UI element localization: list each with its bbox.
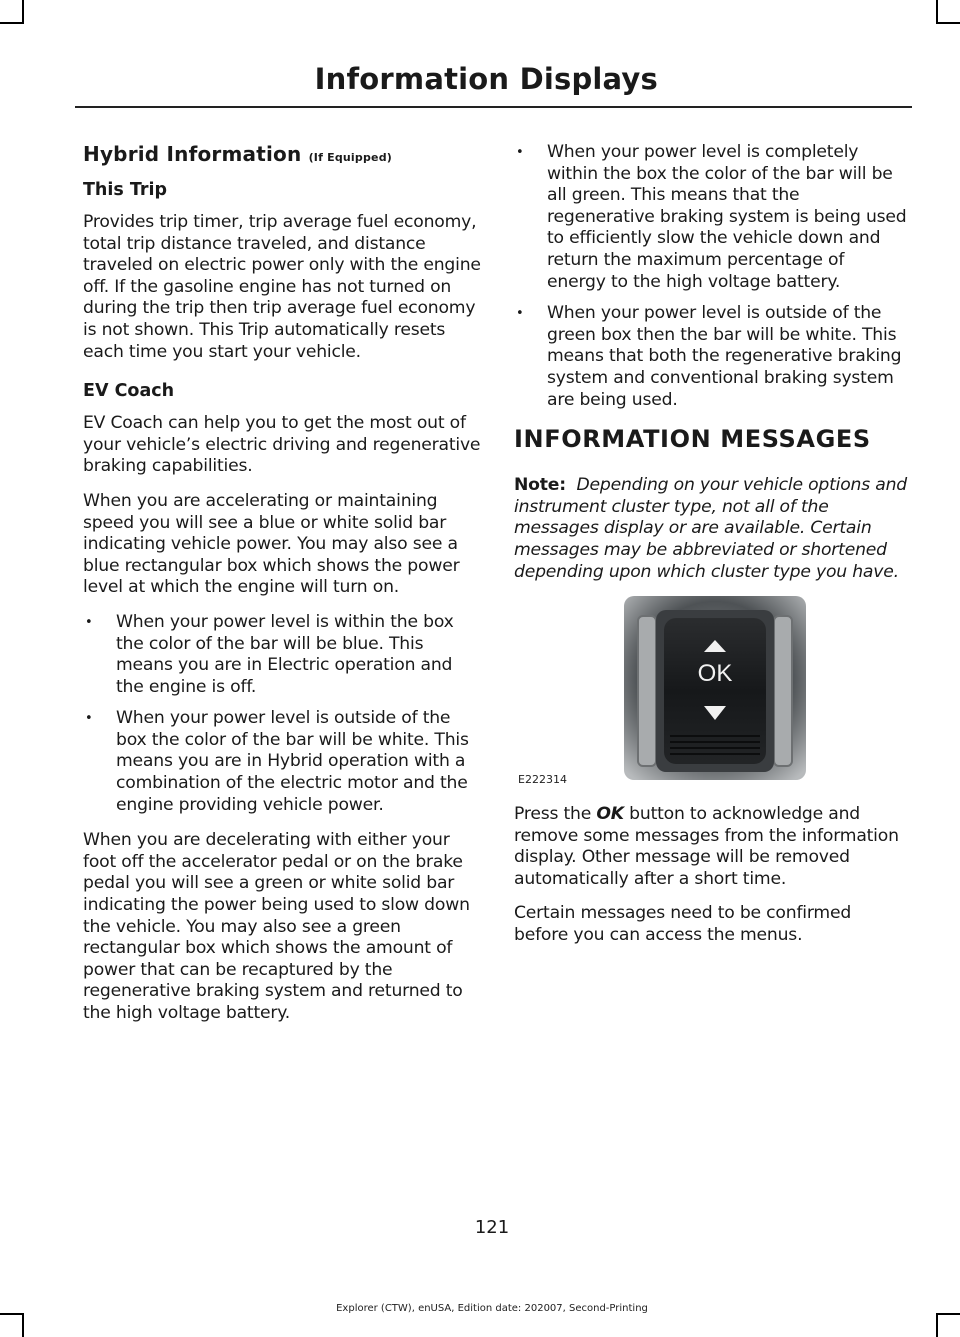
hybrid-info-heading: Hybrid Information (If Equipped) [83,142,393,166]
ev-coach-paragraph: EV Coach can help you to get the most out of your vehicle’s electric driving and regenerative braking capabilities. [83,413,481,477]
crop-mark [936,0,938,24]
crop-mark [22,1313,24,1337]
page-number: 121 [474,1217,510,1238]
accelerating-bullets [83,612,481,816]
list-item: • When your power level is within the box the color of the bar will be blue. This means you are in Electric operation and the engine is off. [83,612,481,698]
crop-mark [938,22,960,24]
this-trip-paragraph: Provides trip timer, trip average fuel economy, total trip distance traveled, and distance traveled on electric power only with the engine off. If the gasoline engine has not turned on during the trip then trip average fuel economy is not shown. This Trip automatically resets each time you start your vehicle. [83,212,481,362]
note-label: Note: [514,475,566,496]
note-text: Depending on your vehicle options and instrument cluster type, not all of the messages display or are available. Certain messages may be abbreviated or shortened depending upon which cluster type you have. [514,475,907,582]
note-paragraph [514,475,908,583]
accelerating-paragraph: When you are accelerating or maintaining speed you will see a blue or white solid bar indicating vehicle power. You may also see a blue rectangular box which shows the power level at which the engine will turn on. [83,490,460,598]
ok-label: OK [697,660,733,688]
steering-wheel-ok-switch-image [624,596,806,780]
list-item: • When your power level is outside of the box the color of the bar will be white. This means you are in Hybrid operation with a combination of the electric motor and the engine providing vehicle power. [83,708,481,816]
crop-mark [22,0,24,24]
crop-mark [936,1313,938,1337]
this-trip-heading: This Trip [83,180,168,200]
ev-coach-heading: EV Coach [83,381,175,402]
if-equipped-note: (If Equipped) [308,151,393,164]
list-item: • When your power level is outside of the green box then the bar will be white. This means that both the regenerative braking system and conventional braking system are being used. [514,303,908,411]
list-item: • When your power level is completely within the box the color of the bar will be all green. This means that the regenerative braking system is being used to efficiently slow the vehicle down and return the maximum percentage of energy to the high voltage battery. [514,142,908,293]
right-column [514,142,908,960]
header-divider [75,106,912,108]
page-header-title: Information Displays [314,62,658,96]
crop-mark [0,22,22,24]
confirm-paragraph: Certain messages need to be confirmed before you can access the menus. [514,903,852,946]
edition-footer: Explorer (CTW), enUSA, Edition date: 202007, Second-Printing [336,1303,648,1314]
information-messages-heading: INFORMATION MESSAGES [514,425,871,454]
press-ok-paragraph: Press the OK button to acknowledge and remove some messages from the information display. Other message will be removed automatically after a short time. [514,804,899,889]
ok-button-figure [514,596,908,787]
ok-button-reference: OK [596,804,624,825]
decelerating-paragraph: When you are decelerating with either your foot off the accelerator pedal or on the brake pedal you will see a green or white solid bar indicating the power being used to slow down the vehicle. You may also see a green rectangular box which shows the amount of power that can be recaptured by the regenerative braking system and returned to the high voltage battery. [83,830,470,1023]
left-column [83,142,481,1038]
figure-id: E222314 [518,773,567,787]
decelerating-bullets [514,142,908,411]
